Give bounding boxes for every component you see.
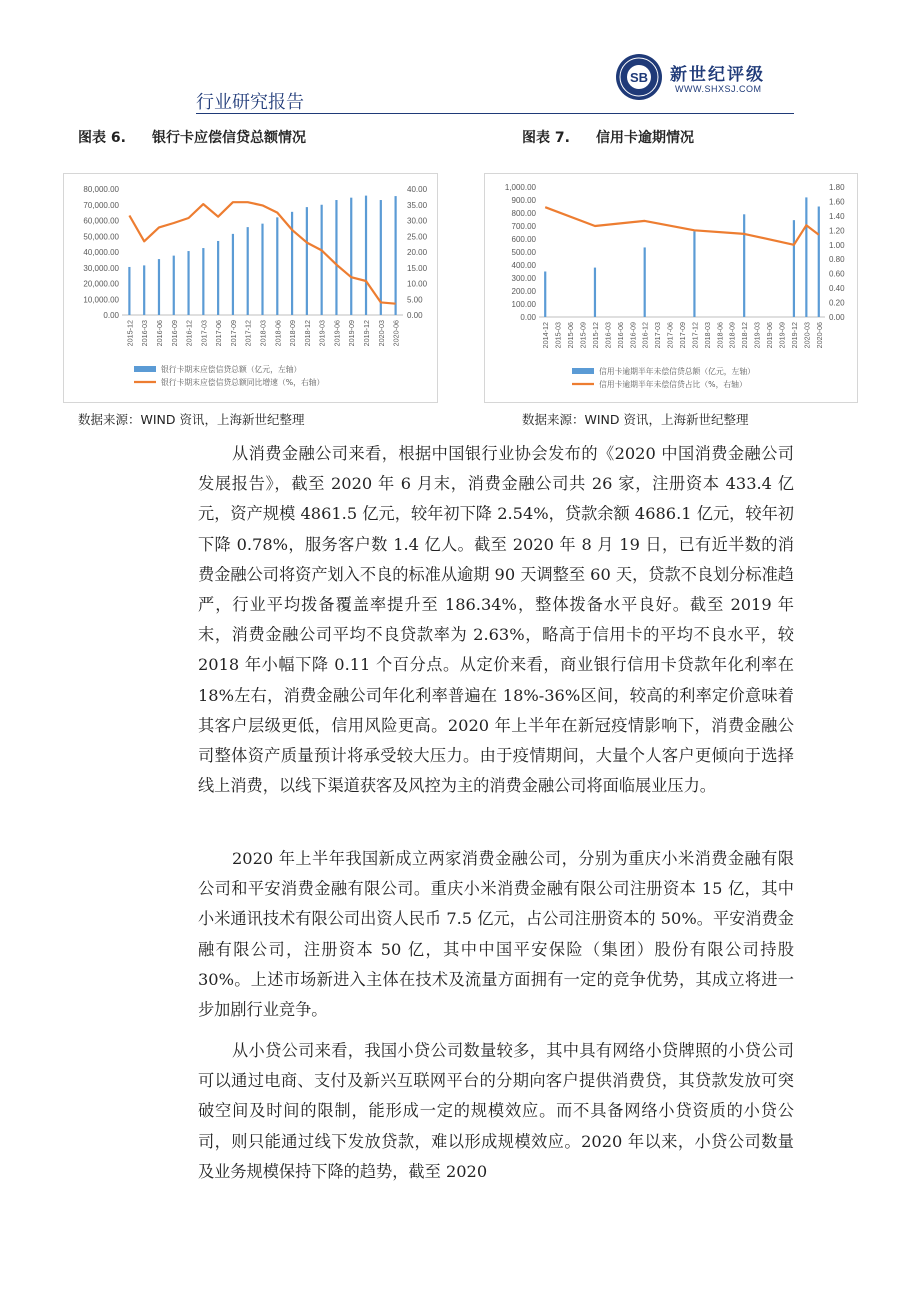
chart1-category-label: 2016-03: [603, 322, 613, 349]
chart0-left-tick: 80,000.00: [83, 185, 119, 194]
figure-6-title: 银行卡应偿信贷总额情况: [152, 130, 306, 146]
chart1-left-tick: 900.00: [511, 196, 536, 205]
chart0-left-tick: 70,000.00: [83, 200, 119, 210]
chart1-legend-label: 信用卡逾期半年未偿信贷占比（%，右轴）: [599, 380, 747, 389]
chart0-left-tick: 60,000.00: [83, 216, 119, 226]
figure-6-number: 图表 6.: [78, 130, 126, 146]
chart0-bar: [335, 200, 337, 315]
chart0-category-label: 2019-09: [347, 320, 357, 347]
figure-6-source: 数据来源：WIND 资讯，上海新世纪整理: [78, 412, 305, 427]
chart0-left-tick: 0.00: [103, 311, 119, 320]
figure-7-chart-svg: [485, 174, 857, 402]
chart1-category-label: 2019-09: [777, 322, 787, 349]
chart1-left-tick: 200.00: [511, 287, 536, 296]
chart1-category-label: 2019-06: [765, 322, 775, 349]
chart1-category-label: 2016-12: [640, 322, 650, 349]
chart1-right-tick: 1.40: [829, 211, 845, 221]
chart0-category-label: 2018-03: [258, 320, 268, 347]
chart1-category-label: 2018-06: [715, 322, 725, 349]
chart1-category-label: 2015-03: [553, 322, 563, 349]
chart0-category-label: 2016-09: [169, 320, 179, 347]
chart1-right-tick: 1.20: [829, 226, 845, 236]
chart0-left-tick: 40,000.00: [83, 248, 119, 257]
chart0-bar: [276, 217, 278, 315]
chart0-left-tick: 30,000.00: [83, 263, 119, 273]
chart0-category-label: 2017-09: [228, 320, 238, 347]
chart1-bar: [818, 207, 820, 318]
chart0-left-tick: 10,000.00: [83, 295, 119, 305]
figure-6-caption: [78, 127, 306, 147]
figure-7-source: 数据来源：WIND 资讯，上海新世纪整理: [522, 412, 749, 427]
chart0-legend-label: 银行卡期末应偿信贷总额同比增速（%，右轴）: [161, 378, 325, 387]
chart1-bar: [594, 268, 596, 317]
chart1-bar: [805, 197, 807, 317]
chart1-right-tick: 0.60: [829, 269, 845, 279]
chart0-bar: [143, 265, 145, 315]
chart0-bar: [321, 205, 323, 315]
chart0-right-tick: 25.00: [407, 232, 428, 242]
chart0-bar: [247, 227, 249, 315]
chart1-category-label: 2018-03: [702, 322, 712, 349]
chart0-bar: [261, 224, 263, 315]
chart0-right-tick: 5.00: [407, 295, 423, 305]
chart1-right-tick: 0.80: [829, 255, 845, 265]
chart1-right-tick: 0.00: [829, 313, 845, 322]
chart1-category-label: 2017-12: [690, 322, 700, 349]
chart0-category-label: 2015-12: [125, 320, 135, 347]
chart0-bar: [202, 248, 204, 315]
chart1-category-label: 2015-09: [578, 322, 588, 349]
figure-7-caption: [522, 127, 694, 147]
chart0-category-label: 2017-12: [243, 320, 253, 347]
company-name: 新世纪评级: [670, 65, 765, 85]
chart0-legend-label: 银行卡期末应偿信贷总额（亿元，左轴）: [161, 365, 302, 374]
chart0-category-label: 2019-12: [362, 320, 372, 347]
chart1-bar: [644, 247, 646, 317]
chart0-category-label: 2016-06: [154, 320, 164, 347]
figure-6-chart-svg: [64, 174, 437, 402]
chart0-bar: [158, 259, 160, 315]
chart1-category-label: 2016-09: [628, 322, 638, 349]
chart0-category-label: 2018-09: [288, 320, 298, 347]
chart1-right-tick: 1.60: [829, 197, 845, 207]
chart1-category-label: 2017-09: [678, 322, 687, 349]
chart1-left-tick: 500.00: [511, 248, 536, 257]
chart0-right-tick: 35.00: [407, 200, 428, 210]
figure-6-chart: [63, 173, 438, 403]
chart0-category-label: 2017-06: [214, 320, 224, 347]
chart1-legend-label: 信用卡逾期半年未偿信贷总额（亿元，左轴）: [599, 367, 755, 376]
section-title: 行业研究报告: [196, 92, 304, 113]
chart0-legend-bar-swatch: [134, 366, 156, 372]
seal-letters: SB: [629, 70, 649, 85]
chart0-bar: [128, 267, 130, 315]
chart1-category-label: 2017-03: [653, 322, 663, 349]
chart0-left-tick: 20,000.00: [83, 279, 119, 289]
chart1-category-label: 2020-06: [814, 322, 824, 349]
chart1-legend-bar-swatch: [572, 368, 594, 374]
chart1-left-tick: 1,000.00: [504, 183, 536, 192]
chart1-category-label: 2018-12: [740, 322, 750, 349]
chart1-category-label: 2020-03: [802, 322, 812, 349]
chart1-right-tick: 1.00: [829, 240, 845, 250]
paragraph-microloan: 从小贷公司来看，我国小贷公司数量较多，其中具有网络小贷牌照的小贷公司可以通过电商、支付及新兴互联网平台的分期向客户提供消费贷，其贷款发放可突破空间及时间的限制，能形成一定的规模效应。而不具备网络小贷资质的小贷公司，则只能通过线下发放贷款，难以形成规模效应。2020 年以来，小贷公司数量及业务规模保持下降的趋势，截至 2020: [198, 1041, 794, 1181]
chart0-bar: [173, 256, 175, 315]
chart1-left-tick: 0.00: [520, 313, 536, 322]
chart0-category-label: 2019-06: [332, 320, 342, 347]
chart1-right-tick: 1.80: [829, 183, 845, 192]
chart0-bar: [350, 198, 352, 315]
chart0-right-tick: 20.00: [407, 248, 428, 257]
chart0-right-tick: 0.00: [407, 311, 423, 320]
chart0-bar: [395, 196, 397, 315]
figure-7-title: 信用卡逾期情况: [596, 130, 694, 146]
chart1-right-tick: 0.40: [829, 284, 845, 294]
chart0-right-tick: 40.00: [407, 185, 428, 194]
paragraph-new-companies: 2020 年上半年我国新成立两家消费金融公司，分别为重庆小米消费金融有限公司和平安消费金融有限公司。重庆小米消费金融有限公司注册资本 15 亿，其中小米通讯技术有限公司出资人民币 7.5 亿元，占公司注册资本的 50%。平安消费金融有限公司，注册资本 50 亿，其中中国平安保险（集团）股份有限公司持股 30%。上述市场新进入主体在技术及流量方面拥有一定的竞争优势，其成立将进一步加剧行业竞争。: [198, 849, 794, 1020]
company-url: WWW.SHXSJ.COM: [675, 84, 762, 94]
chart0-left-tick: 50,000.00: [83, 232, 119, 242]
chart1-left-tick: 100.00: [511, 300, 536, 309]
chart0-right-tick: 10.00: [407, 279, 428, 289]
chart0-category-label: 2020-06: [391, 320, 401, 347]
chart1-category-label: 2017-06: [665, 322, 675, 349]
chart0-bar: [306, 207, 308, 315]
chart1-left-tick: 400.00: [511, 261, 536, 270]
figure-7-number: 图表 7.: [522, 130, 570, 146]
chart0-category-label: 2018-12: [302, 320, 312, 347]
chart0-bar: [232, 234, 234, 315]
chart1-category-label: 2016-06: [615, 322, 625, 349]
chart0-category-label: 2017-03: [199, 320, 209, 347]
chart1-category-label: 2015-06: [566, 322, 576, 349]
chart1-right-tick: 0.20: [829, 298, 845, 308]
chart1-category-label: 2018-09: [727, 322, 737, 349]
chart0-right-tick: 15.00: [407, 263, 428, 273]
figure-7-chart: [484, 173, 858, 403]
chart1-category-label: 2015-12: [590, 322, 600, 349]
chart0-category-label: 2016-03: [140, 320, 150, 347]
chart1-bar: [544, 272, 546, 318]
chart1-category-label: 2014-12: [541, 322, 551, 349]
chart0-category-label: 2020-03: [376, 320, 386, 347]
chart0-category-label: 2018-06: [273, 320, 283, 347]
paragraph-consumer-finance: 从消费金融公司来看，根据中国银行业协会发布的《2020 中国消费金融公司发展报告》，截至 2020 年 6 月末，消费金融公司共 26 家，注册资本 433.4 亿元，资产规模 4861.5 亿元，较年初下降 2.54%，贷款余额 4686.1 亿元，较年初下降 0.78%，服务客户数 1.4 亿人。截至 2020 年 8 月 19 日，已有近半数的消费金融公司将资产划入不良的标准从逾期 90 天调整至 60 天，贷款不良划分标准趋严，行业平均拨备覆盖率提升至 186.34%，整体拨备水平良好。截至 2019 年末，消费金融公司平均不良贷款率为 2.63%，略高于信用卡的平均不良水平，较 2018 年小幅下降 0.11 个百分点。从定价来看，商业银行信用卡贷款年化利率在 18%左右，消费金融公司年化利率普遍在 18%-36%区间，较高的利率定价意味着其客户层级更低，信用风险更高。2020 年上半年在新冠疫情影响下，消费金融公司整体资产质量预计将承受较大压力。由于疫情期间，大量个人客户更倾向于选择线上消费，以线下渠道获客及风控为主的消费金融公司将面临展业压力。: [198, 444, 794, 796]
chart1-left-tick: 800.00: [511, 209, 536, 218]
company-seal-logo: [615, 53, 663, 101]
chart0-bar: [380, 200, 382, 315]
chart1-left-tick: 300.00: [511, 274, 536, 283]
chart1-bar: [743, 214, 745, 317]
chart0-category-label: 2019-03: [317, 320, 327, 347]
chart1-bar: [793, 220, 795, 317]
chart0-bar: [187, 251, 189, 315]
chart0-bar: [217, 241, 219, 315]
chart1-bar: [693, 231, 695, 317]
chart1-line-series: [545, 207, 819, 245]
header-divider: [196, 113, 794, 114]
chart1-category-label: 2019-03: [752, 322, 762, 349]
chart1-left-tick: 700.00: [511, 222, 536, 231]
chart1-category-label: 2019-12: [789, 322, 799, 349]
chart0-bar: [365, 196, 367, 315]
chart0-right-tick: 30.00: [407, 216, 428, 226]
chart1-left-tick: 600.00: [511, 235, 536, 244]
chart0-category-label: 2016-12: [184, 320, 194, 347]
